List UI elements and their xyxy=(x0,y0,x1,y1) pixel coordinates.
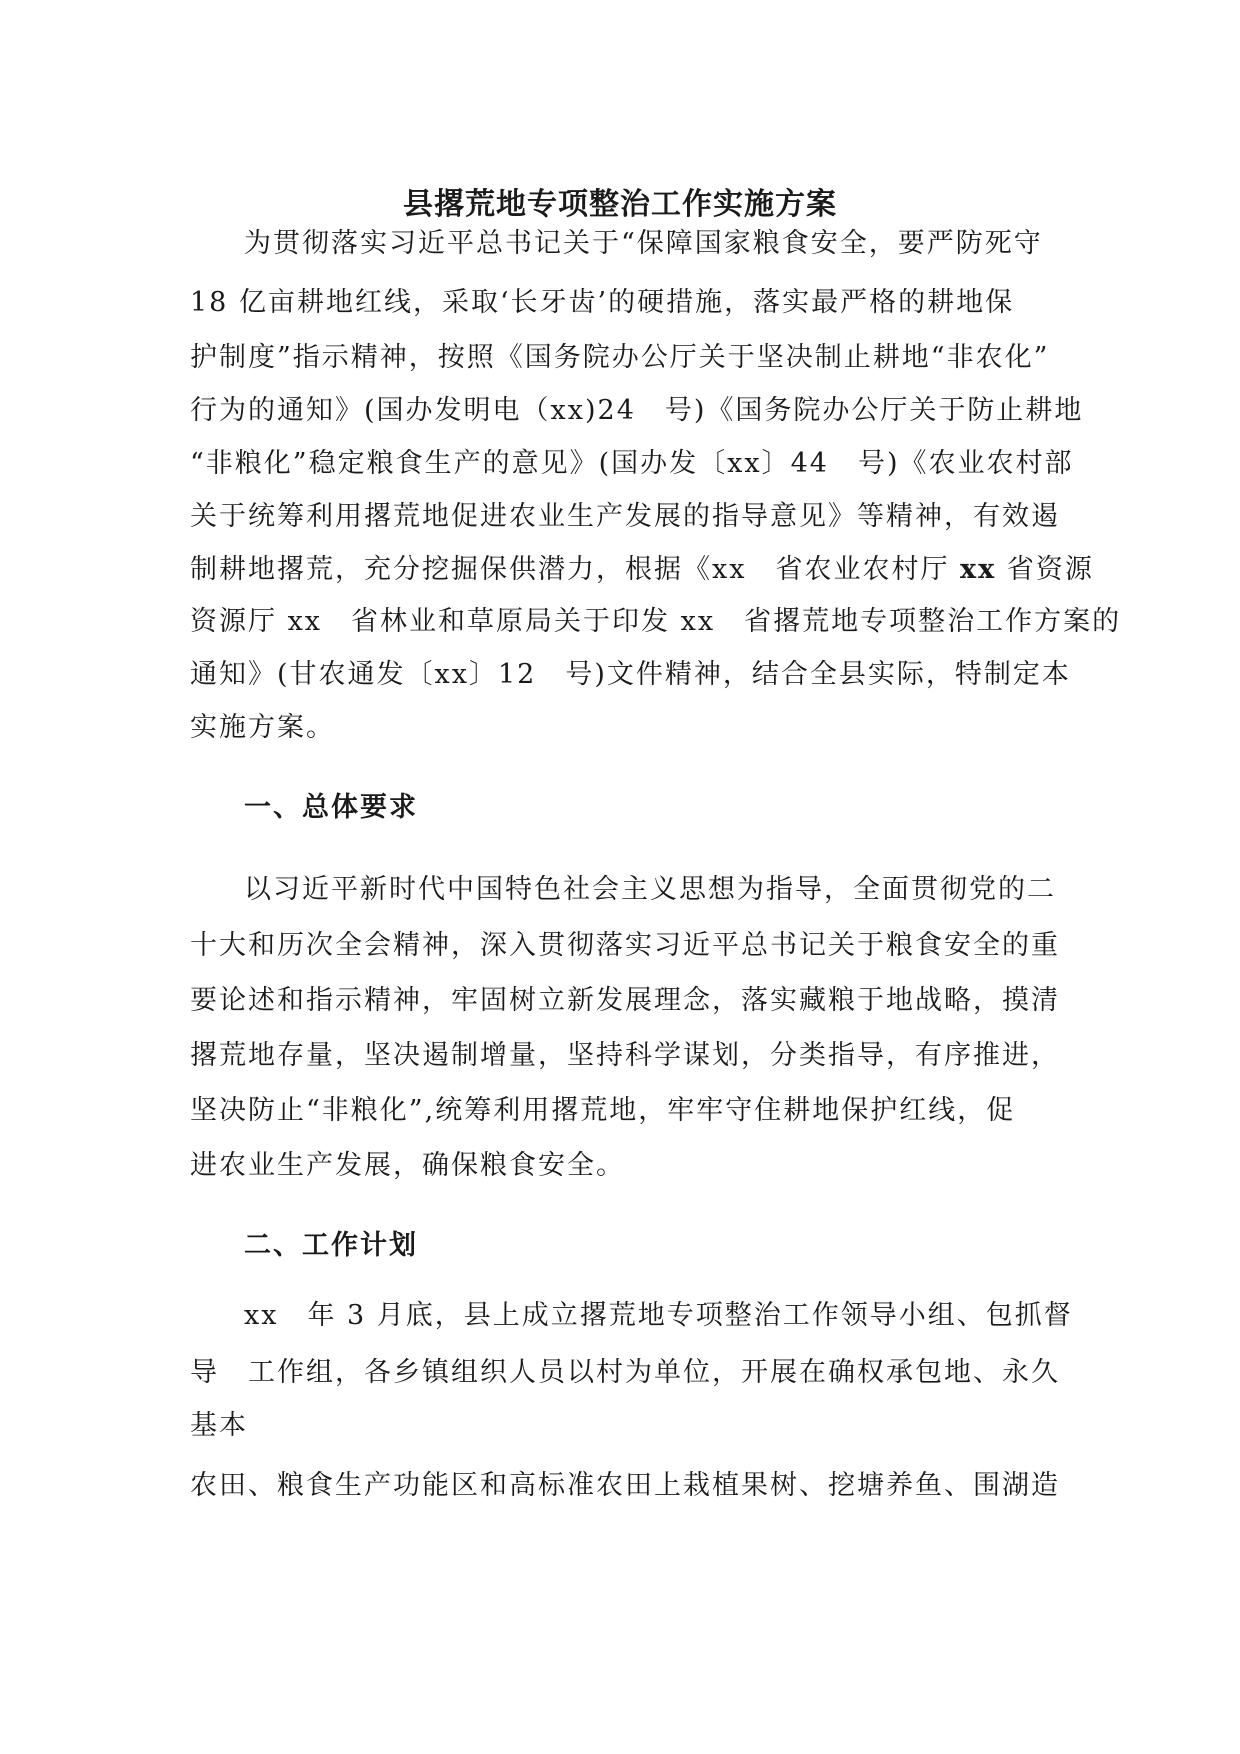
intro-line: “非粮化”稳定粮食生产的意见》(国办发〔xx〕44 号)《农业农村部 xyxy=(190,448,1074,479)
section-heading: 一、总体要求 xyxy=(244,792,418,823)
intro-line: 实施方案。 xyxy=(190,712,335,743)
section1-line: 十大和历次全会精神，深入贯彻落实习近平总书记关于粮食安全的重 xyxy=(190,930,1060,961)
intro-line-text: 制耕地撂荒，充分挖掘保供潜力，根据《xx 省农业农村厅 xyxy=(190,554,950,585)
intro-line xyxy=(190,552,1094,588)
intro-line: 资源厅 xx 省林业和草原局关于印发 xx 省撂荒地专项整治工作方案的 xyxy=(190,606,1122,637)
intro-line: 为贯彻落实习近平总书记关于“保障国家粮食安全，要严防死守 xyxy=(244,228,1043,259)
section2-line: 导 工作组，各乡镇组织人员以村为单位，开展在确权承包地、永久 xyxy=(190,1357,1060,1388)
section1-line: 进农业生产发展，确保粮食安全。 xyxy=(190,1150,625,1181)
document-title: 县撂荒地专项整治工作实施方案 xyxy=(403,187,837,222)
section1-line: 要论述和指示精神，牢固树立新发展理念，落实藏粮于地战略，摸清 xyxy=(190,985,1060,1016)
section2-line: 基本 xyxy=(190,1410,248,1441)
intro-line-bold: xx xyxy=(960,554,997,585)
intro-line: 行为的通知》(国办发明电（xx)24 号)《国务院办公厅关于防止耕地 xyxy=(190,395,1084,426)
intro-line: 关于统筹利用撂荒地促进农业生产发展的指导意见》等精神，有效遏 xyxy=(190,501,1060,532)
section1-line: 以习近平新时代中国特色社会主义思想为指导，全面贯彻党的二 xyxy=(244,874,1056,905)
section2-line: xx 年 3 月底，县上成立撂荒地专项整治工作领导小组、包抓督 xyxy=(244,1300,1073,1331)
section2-line: 农田、粮食生产功能区和高标准农田上栽植果树、挖塘养鱼、围湖造 xyxy=(190,1470,1060,1501)
section1-line: 撂荒地存量，坚决遏制增量，坚持科学谋划，分类指导，有序推进， xyxy=(190,1040,1060,1071)
section1-line: 坚决防止“非粮化”,统筹利用撂荒地，牢牢守住耕地保护红线，促 xyxy=(190,1095,1016,1126)
section-heading: 二、工作计划 xyxy=(244,1230,418,1261)
intro-line-tail: 省资源 xyxy=(1006,554,1094,585)
intro-line: 通知》(甘农通发〔xx〕12 号)文件精神，结合全县实际，特制定本 xyxy=(190,659,1071,690)
intro-line: 18 亿亩耕地红线，采取‘长牙齿’的硬措施，落实最严格的耕地保 xyxy=(190,287,1015,318)
intro-line: 护制度”指示精神，按照《国务院办公厅关于坚决制止耕地“非农化” xyxy=(190,342,1050,373)
